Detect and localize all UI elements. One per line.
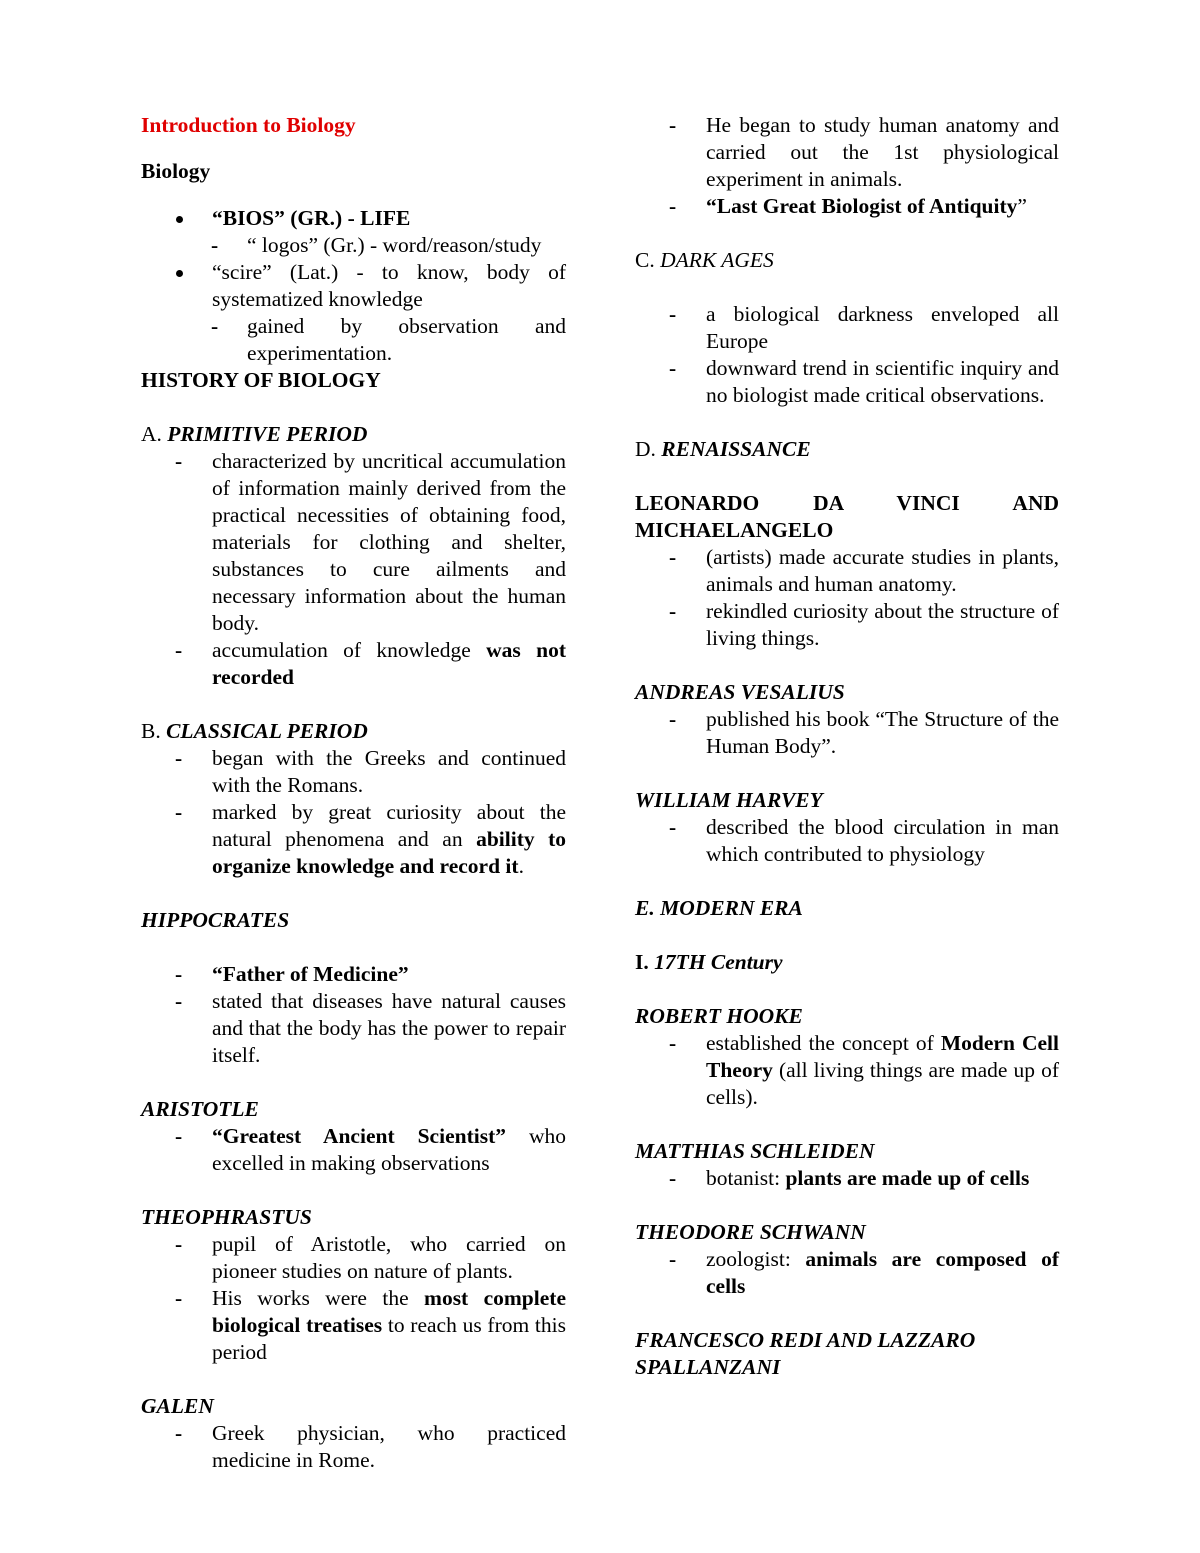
leonardo-item-2: - rekindled curiosity about the structure of living things. — [635, 598, 1059, 652]
modern-era-heading: E. MODERN ERA — [635, 896, 803, 920]
galen-item-2: - He began to study human anatomy and carried out the 1st physiological experiment in animals. — [635, 112, 1059, 193]
right-column — [635, 112, 1059, 1381]
galen-item-3: - “Last Great Biologist of Antiquity” — [635, 193, 1059, 220]
section-primitive — [141, 421, 566, 448]
primitive-item-2: - accumulation of knowledge was not recorded — [141, 637, 566, 691]
biology-heading: Biology — [141, 159, 211, 183]
section-title: DARK AGES — [660, 248, 774, 272]
hooke-item-1: - established the concept of Modern Cell Theory (all living things are made up of cells). — [635, 1030, 1059, 1111]
hippocrates-heading: HIPPOCRATES — [141, 908, 290, 932]
section-letter: D. — [635, 437, 662, 461]
bullet-scire: “scire” (Lat.) - to know, body of systematized knowledge — [141, 259, 566, 313]
schwann-item-1: - zoologist: animals are composed of cells — [635, 1246, 1059, 1300]
section-renaissance — [635, 436, 1059, 463]
century-heading: I. 17TH Century — [635, 950, 783, 974]
dash-logos: - “ logos” (Gr.) - word/reason/study — [141, 232, 566, 259]
redi-heading: FRANCESCO REDI AND LAZZARO SPALLANZANI — [635, 1328, 976, 1379]
primitive-item-1: - characterized by uncritical accumulation of information mainly derived from the practical necessities of obtaining food, materials for clothing and shelter, substances to cure ailments and necessary information about the human body. — [141, 448, 566, 637]
harvey-item-1: - described the blood circulation in man which contributed to physiology — [635, 814, 1059, 868]
dash-gained: - gained by observation and experimentation. — [141, 313, 566, 367]
leonardo-heading: LEONARDO DA VINCI AND MICHAELANGELO — [635, 491, 1059, 542]
schwann-heading: THEODORE SCHWANN — [635, 1220, 866, 1244]
dark-item-2: - downward trend in scientific inquiry and no biologist made critical observations. — [635, 355, 1059, 409]
section-classical — [141, 718, 566, 745]
schleiden-item-1: - botanist: plants are made up of cells — [635, 1165, 1059, 1192]
theophrastus-item-2: - His works were the most complete biological treatises to reach us from this period — [141, 1285, 566, 1366]
classical-item-2: - marked by great curiosity about the natural phenomena and an ability to organize knowledge and record it. — [141, 799, 566, 880]
vesalius-item-1: - published his book “The Structure of the Human Body”. — [635, 706, 1059, 760]
bullet-bios: “BIOS” (GR.) - LIFE — [141, 205, 566, 232]
theophrastus-heading: THEOPHRASTUS — [141, 1205, 312, 1229]
aristotle-item-1: - “Greatest Ancient Scientist” who excelled in making observations — [141, 1123, 566, 1177]
section-title: RENAISSANCE — [661, 437, 811, 461]
section-title: PRIMITIVE PERIOD — [167, 422, 368, 446]
harvey-heading: WILLIAM HARVEY — [635, 788, 823, 812]
hippocrates-item-1: - “Father of Medicine” — [141, 961, 566, 988]
history-heading: HISTORY OF BIOLOGY — [141, 368, 381, 392]
leonardo-item-1: - (artists) made accurate studies in plants, animals and human anatomy. — [635, 544, 1059, 598]
hooke-heading: ROBERT HOOKE — [635, 1004, 803, 1028]
schleiden-heading: MATTHIAS SCHLEIDEN — [635, 1139, 875, 1163]
section-dark-ages — [635, 247, 1059, 274]
section-letter: C. — [635, 248, 661, 272]
theophrastus-item-1: - pupil of Aristotle, who carried on pioneer studies on nature of plants. — [141, 1231, 566, 1285]
section-letter: A. — [141, 422, 168, 446]
vesalius-heading: ANDREAS VESALIUS — [635, 680, 845, 704]
left-column — [141, 112, 566, 1474]
dark-item-1: - a biological darkness enveloped all Europe — [635, 301, 1059, 355]
section-letter: B. — [141, 719, 167, 743]
section-title: CLASSICAL PERIOD — [166, 719, 368, 743]
aristotle-heading: ARISTOTLE — [141, 1097, 259, 1121]
document-title: Introduction to Biology — [141, 113, 356, 137]
galen-item-1: - Greek physician, who practiced medicine in Rome. — [141, 1420, 566, 1474]
classical-item-1: - began with the Greeks and continued with the Romans. — [141, 745, 566, 799]
galen-heading: GALEN — [141, 1394, 214, 1418]
hippocrates-item-2: - stated that diseases have natural causes and that the body has the power to repair itself. — [141, 988, 566, 1069]
